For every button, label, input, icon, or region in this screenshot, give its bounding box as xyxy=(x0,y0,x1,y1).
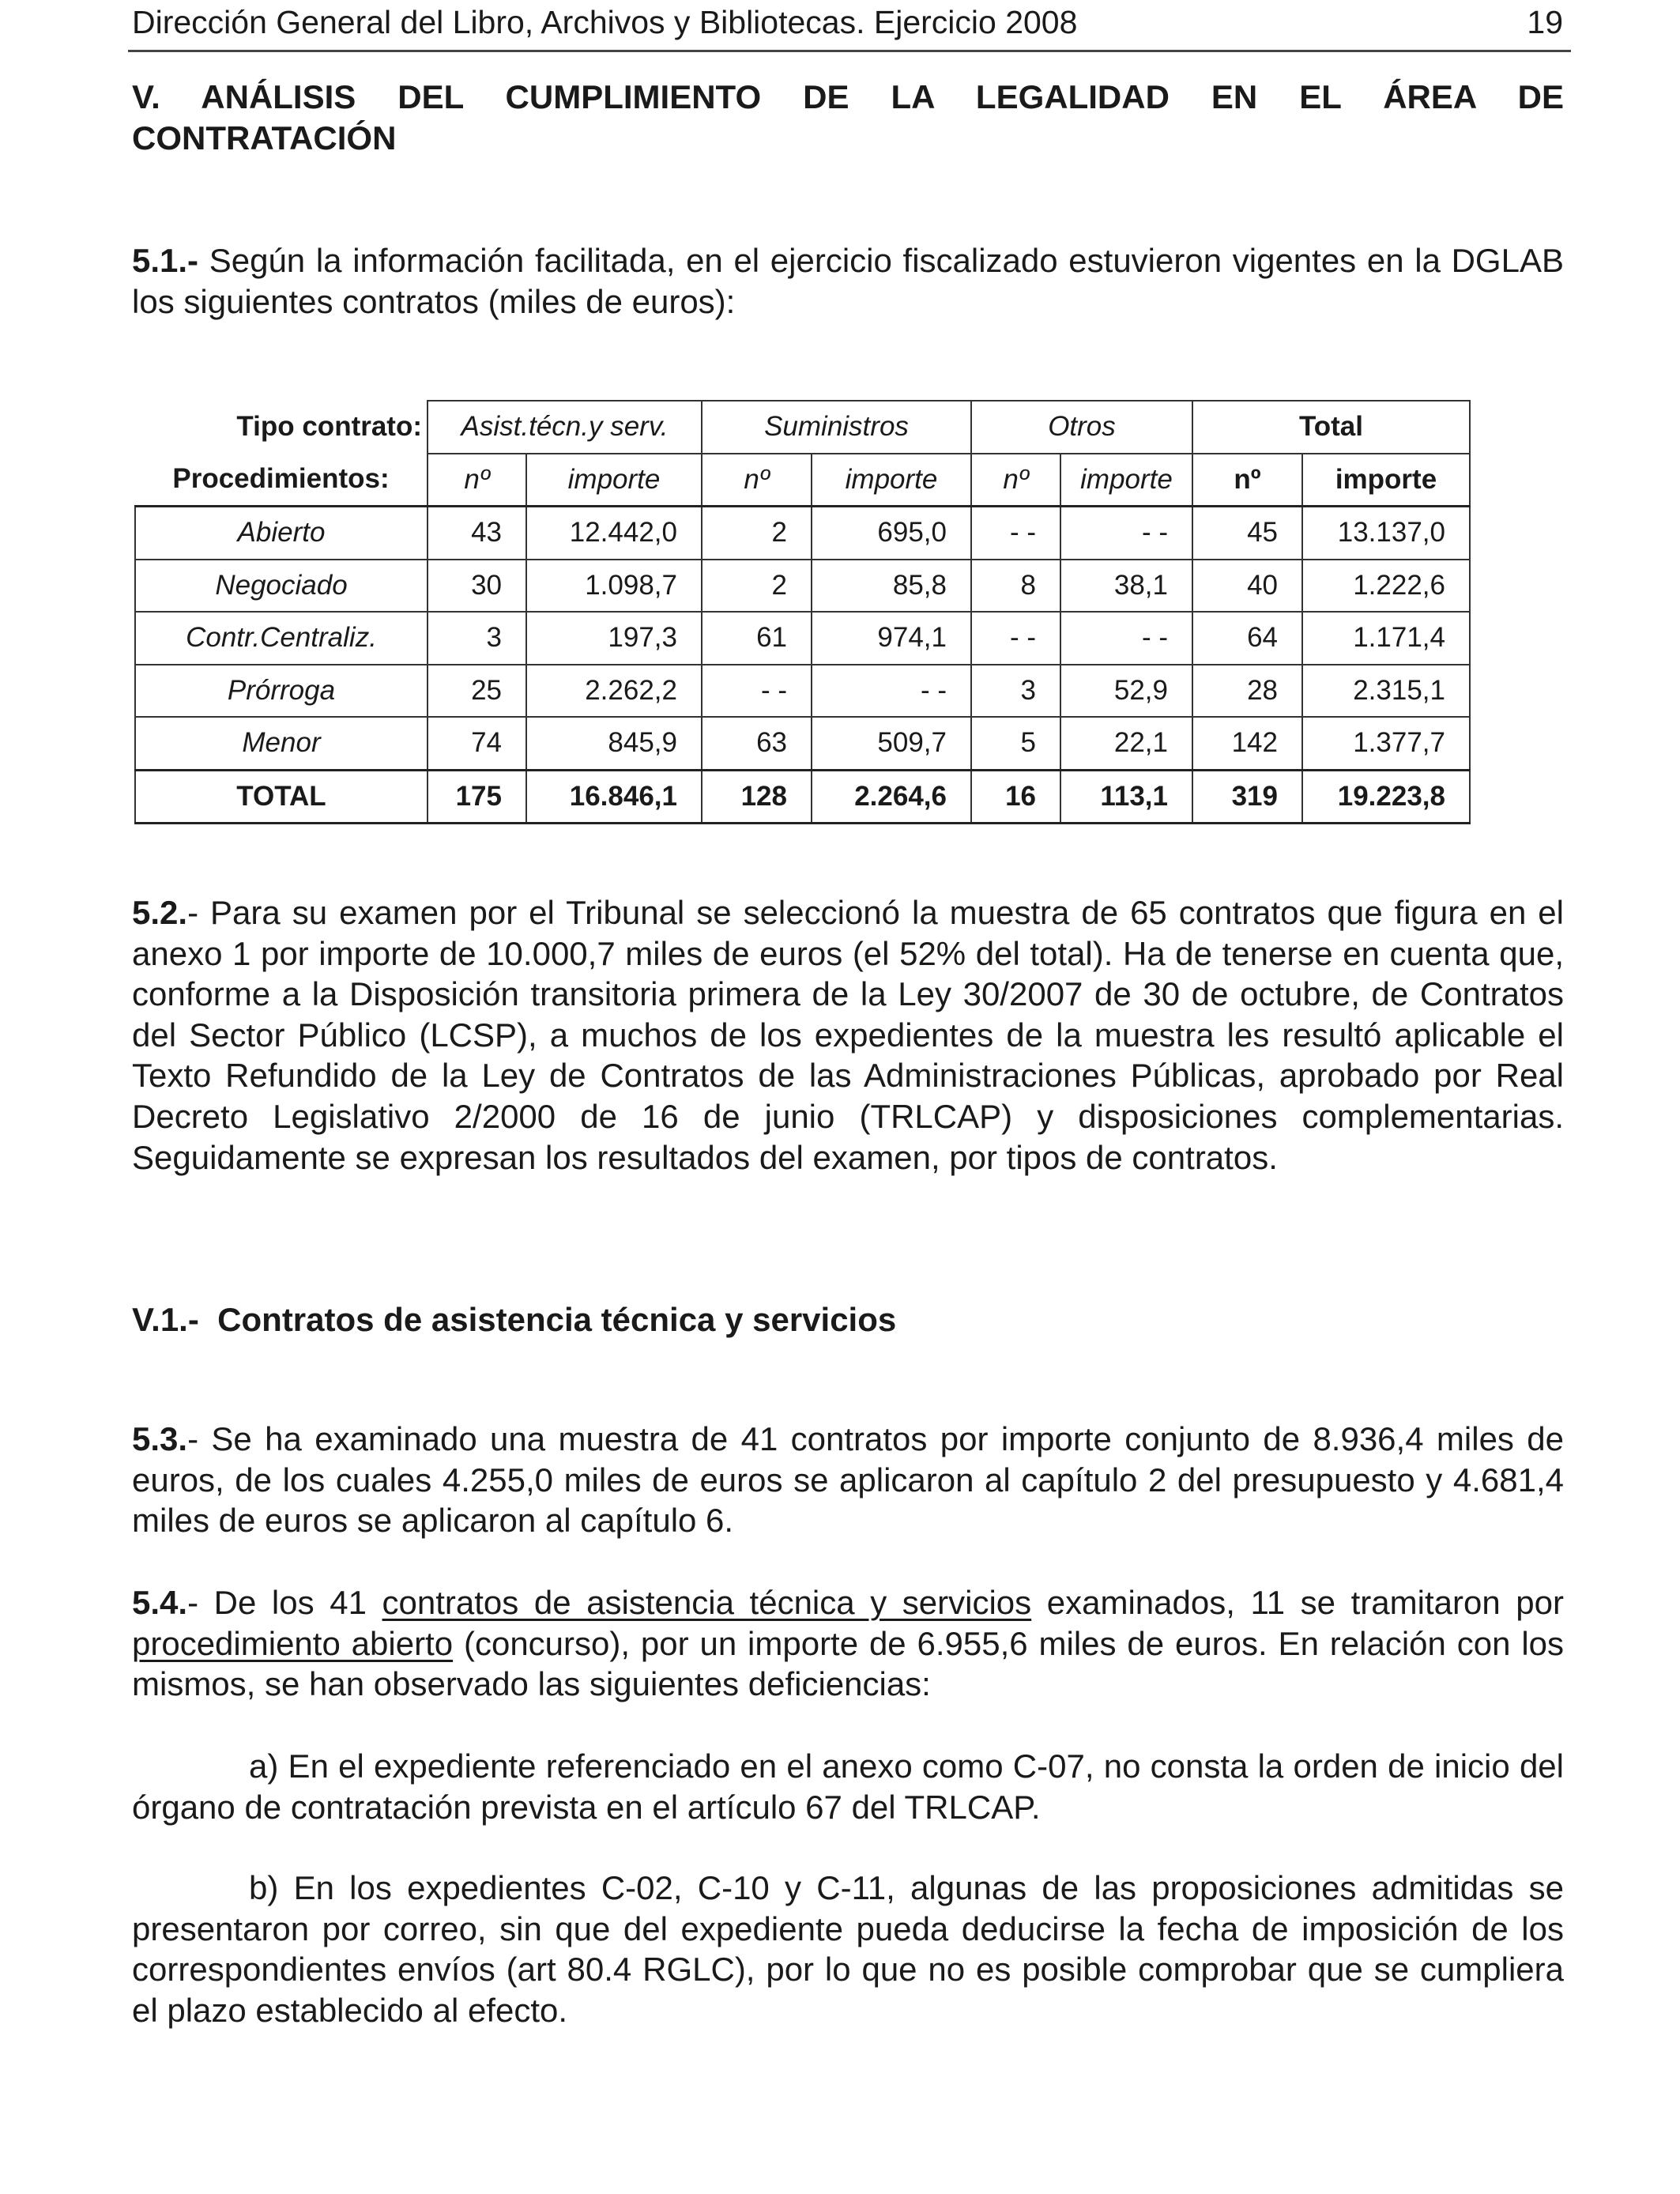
header-divider xyxy=(128,50,1571,52)
cell: - - xyxy=(1060,612,1192,665)
group-header: Asist.técn.y serv. xyxy=(428,401,702,454)
cell: 197,3 xyxy=(526,612,702,665)
column-header: importe xyxy=(1302,454,1470,507)
paragraph-5-4 xyxy=(132,1582,1564,1705)
cell: 2 xyxy=(702,507,812,560)
total-cell: 19.223,8 xyxy=(1302,770,1470,824)
table-subheader-row xyxy=(135,454,1470,507)
total-cell: 175 xyxy=(428,770,526,824)
cell: 28 xyxy=(1192,665,1302,718)
paragraph-number: 5.4. xyxy=(132,1584,188,1621)
table-total-row xyxy=(135,770,1470,824)
column-header: importe xyxy=(812,454,971,507)
cell: 3 xyxy=(971,665,1060,718)
paragraph-number: 5.2. xyxy=(132,894,188,931)
group-header: Suministros xyxy=(702,401,971,454)
column-header: nº xyxy=(1192,454,1302,507)
row-label: Abierto xyxy=(135,507,428,560)
table-row xyxy=(135,612,1470,665)
cell: 2.262,2 xyxy=(526,665,702,718)
cell: 63 xyxy=(702,717,812,770)
paragraph-dash: - xyxy=(187,1584,199,1621)
column-header: nº xyxy=(702,454,812,507)
paragraph-text: De los 41 xyxy=(198,1584,382,1621)
cell: - - xyxy=(702,665,812,718)
cell: 13.137,0 xyxy=(1302,507,1470,560)
section-heading-v1: V.1.- Contratos de asistencia técnica y servicios xyxy=(132,1301,897,1338)
cell: 845,9 xyxy=(526,717,702,770)
cell: 142 xyxy=(1192,717,1302,770)
cell: 2 xyxy=(702,560,812,613)
table-row xyxy=(135,507,1470,560)
cell: 85,8 xyxy=(812,560,971,613)
cell: 30 xyxy=(428,560,526,613)
cell: 1.222,6 xyxy=(1302,560,1470,613)
group-header: Otros xyxy=(971,401,1192,454)
cell: - - xyxy=(1060,507,1192,560)
tipo-contrato-label: Tipo contrato: xyxy=(236,411,422,443)
cell: 52,9 xyxy=(1060,665,1192,718)
chapter-title xyxy=(132,77,1564,159)
cell: 43 xyxy=(428,507,526,560)
paragraph-text: examinados, 11 se tramitaron por xyxy=(1031,1584,1564,1621)
cell: 45 xyxy=(1192,507,1302,560)
cell: 695,0 xyxy=(812,507,971,560)
paragraph-text: (concurso), por un importe de 6.955,6 miles de euros. En relación con los mismos, se han observado las siguientes deficiencias: xyxy=(132,1624,1565,1703)
table-row xyxy=(135,717,1470,770)
cell: - - xyxy=(971,612,1060,665)
cell: 22,1 xyxy=(1060,717,1192,770)
cell: 2.315,1 xyxy=(1302,665,1470,718)
table-group-header-row xyxy=(135,401,1470,454)
paragraph-number: 5.1.- xyxy=(132,242,199,279)
cell: 74 xyxy=(428,717,526,770)
page-number: 19 xyxy=(1527,4,1563,40)
cell: 38,1 xyxy=(1060,560,1192,613)
total-cell: 128 xyxy=(702,770,812,824)
column-header: importe xyxy=(1060,454,1192,507)
column-header: importe xyxy=(526,454,702,507)
row-label: Contr.Centraliz. xyxy=(135,612,428,665)
paragraph-5-2 xyxy=(132,892,1564,1178)
row-label: Prórroga xyxy=(135,665,428,718)
group-header: Total xyxy=(1192,401,1470,454)
table-row xyxy=(135,665,1470,718)
cell: - - xyxy=(812,665,971,718)
paragraph-text: Para su examen por el Tribunal se seleccionó la muestra de 65 contratos que figura en el anexo 1 por importe de 10.000,7 miles de euros (el 52% del total). Ha de tenerse en cuenta que, conforme a la Disposición transitoria primera de la Ley 30/2007 de 30 de octubre, de Contratos del Sector Público (LCSP), a muchos de los expedientes de la muestra les resultó aplicable el Texto Refundido de la Ley de Contratos de las Administraciones Públicas, aprobado por Real Decreto Legislativo 2/2000 de 16 de junio (TRLCAP) y disposiciones complementarias. Seguidamente se expresan los resultados del examen, por tipos de contratos. xyxy=(132,894,1564,1176)
cell: 12.442,0 xyxy=(526,507,702,560)
cell: 1.377,7 xyxy=(1302,717,1470,770)
cell: 25 xyxy=(428,665,526,718)
cell: 1.171,4 xyxy=(1302,612,1470,665)
underlined-term-procedure: procedimiento abierto xyxy=(132,1624,454,1662)
cell: 509,7 xyxy=(812,717,971,770)
paragraph-text: Según la información facilitada, en el ejercicio fiscalizado estuvieron vigentes en la DGLAB los siguientes contratos (miles de euros): xyxy=(132,242,1564,320)
total-cell: 16.846,1 xyxy=(526,770,702,824)
running-header-title: Dirección General del Libro, Archivos y Bibliotecas. Ejercicio 2008 xyxy=(132,4,1078,40)
cell: 974,1 xyxy=(812,612,971,665)
cell: 61 xyxy=(702,612,812,665)
cell: 5 xyxy=(971,717,1060,770)
column-header: nº xyxy=(971,454,1060,507)
total-cell: 2.264,6 xyxy=(812,770,971,824)
cell: 8 xyxy=(971,560,1060,613)
paragraph-dash: - xyxy=(187,894,199,931)
contracts-table xyxy=(134,400,1471,824)
paragraph-5-3 xyxy=(132,1419,1564,1541)
cell: - - xyxy=(971,507,1060,560)
cell: 3 xyxy=(428,612,526,665)
paragraph-5-1 xyxy=(132,240,1564,322)
chapter-title-line1: V. ANÁLISIS DEL CUMPLIMIENTO DE LA LEGALIDAD EN EL ÁREA DE xyxy=(132,78,1564,115)
table-row xyxy=(135,560,1470,613)
cell: 1.098,7 xyxy=(526,560,702,613)
underlined-term-contracts: contratos de asistencia técnica y servicios xyxy=(382,1584,1032,1621)
total-cell: 319 xyxy=(1192,770,1302,824)
total-label: TOTAL xyxy=(135,770,428,824)
total-cell: 16 xyxy=(971,770,1060,824)
paragraph-number: 5.3. xyxy=(132,1420,188,1457)
row-label: Negociado xyxy=(135,560,428,613)
cell: 64 xyxy=(1192,612,1302,665)
deficiency-item-b: b) En los expedientes C-02, C-10 y C-11, algunas de las proposiciones admitidas se presentaron por correo, sin que del expediente pueda deducirse la fecha de imposición de los correspondientes envíos (art 80.4 RGLC), por lo que no es posible comprobar que se cumpliera el plazo establecido al efecto. xyxy=(132,1869,1564,2029)
chapter-title-line2: CONTRATACIÓN xyxy=(132,119,397,156)
row-label: Menor xyxy=(135,717,428,770)
column-header: nº xyxy=(428,454,526,507)
cell: 40 xyxy=(1192,560,1302,613)
total-cell: 113,1 xyxy=(1060,770,1192,824)
paragraph-dash: - xyxy=(187,1420,199,1457)
deficiency-item-a: a) En el expediente referenciado en el anexo como C-07, no consta la orden de inicio del órgano de contratación prevista en el artículo 67 del TRLCAP. xyxy=(132,1747,1564,1826)
paragraph-text: Se ha examinado una muestra de 41 contratos por importe conjunto de 8.936,4 miles de euros, de los cuales 4.255,0 miles de euros se aplicaron al capítulo 2 del presupuesto y 4.681,4 miles de euros se aplicaron al capítulo 6. xyxy=(132,1420,1564,1540)
procedimientos-label: Procedimientos: xyxy=(172,463,390,495)
